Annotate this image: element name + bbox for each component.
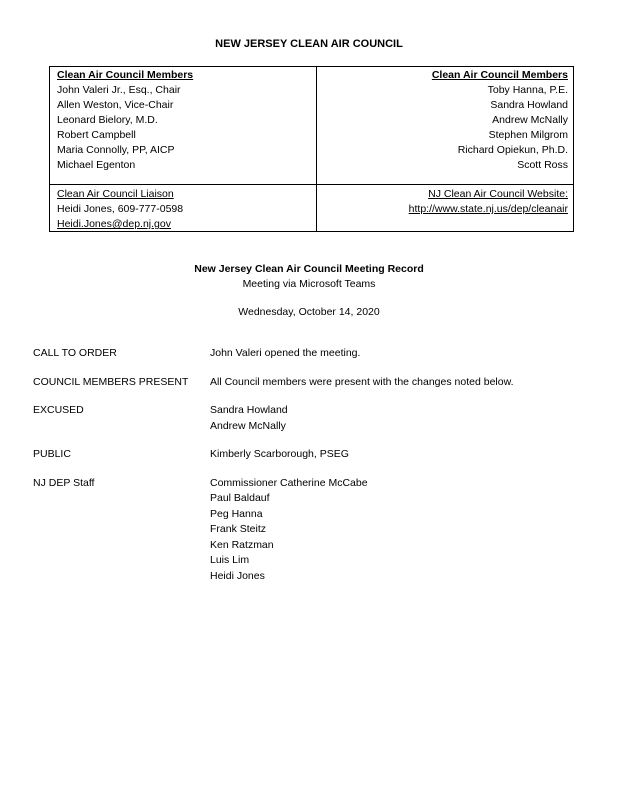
member-name: Michael Egenton [57,159,136,171]
left-members-header: Clean Air Council Members [57,69,194,81]
minutes-row-public [33,447,593,463]
table-divider-horizontal [50,184,573,185]
meeting-date: Wednesday, October 14, 2020 [238,306,380,318]
minutes-value: All Council members were present with the changes noted below. [210,375,514,388]
record-title: New Jersey Clean Air Council Meeting Record [194,263,424,275]
minutes-list [33,346,593,584]
table-divider-vertical [316,67,317,231]
minutes-value: Sandra Howland [210,404,288,416]
member-name: Maria Connolly, PP, AICP [57,144,175,156]
minutes-label: EXCUSED [33,404,84,416]
minutes-row-dep-staff [33,476,593,585]
website-link[interactable]: http://www.state.nj.us/dep/cleanair [408,203,568,215]
member-name: Stephen Milgrom [488,129,568,141]
meeting-record-heading [0,262,618,320]
minutes-value: Kimberly Scarborough, PSEG [210,448,349,460]
record-subtitle: Meeting via Microsoft Teams [242,278,376,290]
member-name: Allen Weston, Vice-Chair [57,99,174,111]
member-name: Robert Campbell [57,129,136,141]
minutes-row-members-present [33,375,593,391]
minutes-value: Peg Hanna [210,507,263,520]
minutes-value: Commissioner Catherine McCabe [210,476,368,489]
member-name: Toby Hanna, P.E. [487,84,568,96]
members-table [49,66,574,232]
right-members-cell [432,68,568,173]
member-name: John Valeri Jr., Esq., Chair [57,84,181,96]
minutes-value: Paul Baldauf [210,492,270,504]
left-members-cell [57,68,193,173]
minutes-label: COUNCIL MEMBERS PRESENT [33,375,189,388]
minutes-row-call-to-order [33,346,593,362]
website-header: NJ Clean Air Council Website: [428,188,568,200]
minutes-value: Ken Ratzman [210,538,274,551]
liaison-contact: Heidi Jones, 609-777-0598 [57,203,184,215]
minutes-label: NJ DEP Staff [33,476,95,489]
member-name: Scott Ross [517,159,568,171]
minutes-value: Luis Lim [210,554,250,566]
minutes-row-excused [33,403,593,434]
minutes-value: Frank Steitz [210,523,267,535]
right-members-header: Clean Air Council Members [431,69,568,81]
minutes-value: John Valeri opened the meeting. [210,347,361,359]
website-cell [409,187,568,217]
minutes-value: Heidi Jones [210,569,265,582]
member-name: Sandra Howland [490,99,568,111]
liaison-header: Clean Air Council Liaison [57,188,174,200]
minutes-label: CALL TO ORDER [33,347,117,359]
minutes-value: Andrew McNally [210,419,286,432]
document-title: NEW JERSEY CLEAN AIR COUNCIL [215,38,403,50]
liaison-cell [57,187,183,232]
liaison-email-link[interactable]: Heidi.Jones@dep.nj.gov [57,218,171,230]
member-name: Leonard Bielory, M.D. [57,114,158,126]
member-name: Richard Opiekun, Ph.D. [457,144,568,156]
member-name: Andrew McNally [492,114,568,126]
minutes-label: PUBLIC [33,448,71,460]
